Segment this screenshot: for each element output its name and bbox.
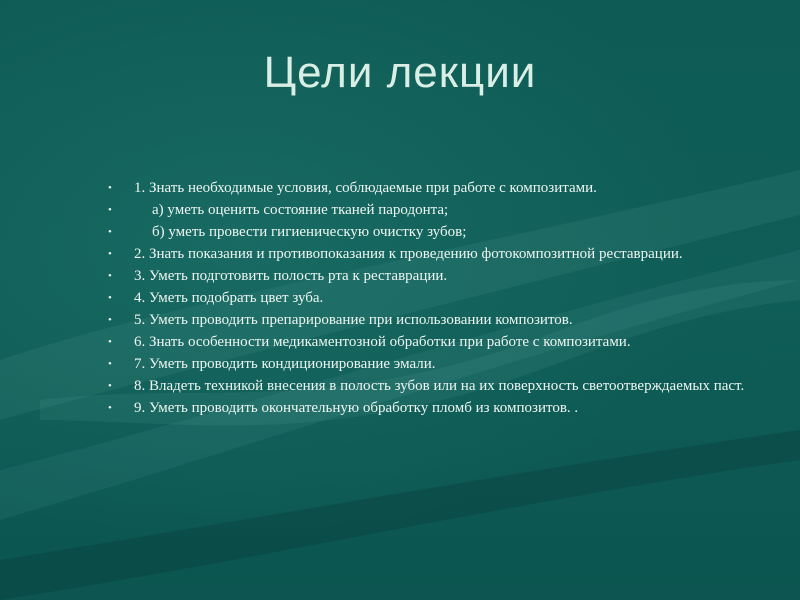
bullet-icon: •: [108, 270, 112, 282]
list-item-text: 8. Владеть техникой внесения в полость зубов или на их поверхность светоотверждаемых паст.: [134, 378, 745, 394]
bullet-icon: •: [108, 182, 112, 194]
list-item-text: 6. Знать особенности медикаментозной обработки при работе с композитами.: [134, 334, 631, 350]
list-item: [108, 400, 748, 417]
list-item: [108, 334, 748, 351]
list-item-text: 9. Уметь проводить окончательную обработку пломб из композитов. .: [134, 400, 579, 416]
bullet-icon: •: [108, 204, 112, 216]
bullet-icon: •: [108, 292, 112, 304]
list-item: [108, 224, 748, 241]
list-item: [108, 312, 748, 329]
bullet-icon: •: [108, 226, 112, 238]
list-item-text: 2. Знать показания и противопоказания к проведению фотокомпозитной реставрации.: [134, 246, 683, 262]
list-item-text: 3. Уметь подготовить полость рта к реставрации.: [134, 268, 448, 284]
list-item-text: а) уметь оценить состояние тканей пародонта;: [152, 202, 449, 218]
bullet-icon: •: [108, 336, 112, 348]
list-item-text: б) уметь провести гигиеническую очистку зубов;: [152, 224, 467, 240]
list-item: [108, 268, 748, 285]
list-item: [108, 202, 748, 219]
bullet-icon: •: [108, 358, 112, 370]
list-item: [108, 246, 748, 263]
bullet-icon: •: [108, 380, 112, 392]
list-item: [108, 378, 748, 395]
slide-title: Цели лекции: [263, 48, 537, 97]
list-item: [108, 290, 748, 307]
list-item-text: 7. Уметь проводить кондиционирование эмали.: [134, 356, 436, 372]
list-item-text: 4. Уметь подобрать цвет зуба.: [134, 290, 324, 306]
list-item: [108, 356, 748, 373]
bullet-icon: •: [108, 402, 112, 414]
list-item-text: 1. Знать необходимые условия, соблюдаемые при работе с композитами.: [134, 180, 597, 196]
list-item: [108, 180, 748, 197]
goals-list: [108, 180, 748, 422]
list-item-text: 5. Уметь проводить препарирование при использовании композитов.: [134, 312, 573, 328]
bullet-icon: •: [108, 314, 112, 326]
bullet-icon: •: [108, 248, 112, 260]
